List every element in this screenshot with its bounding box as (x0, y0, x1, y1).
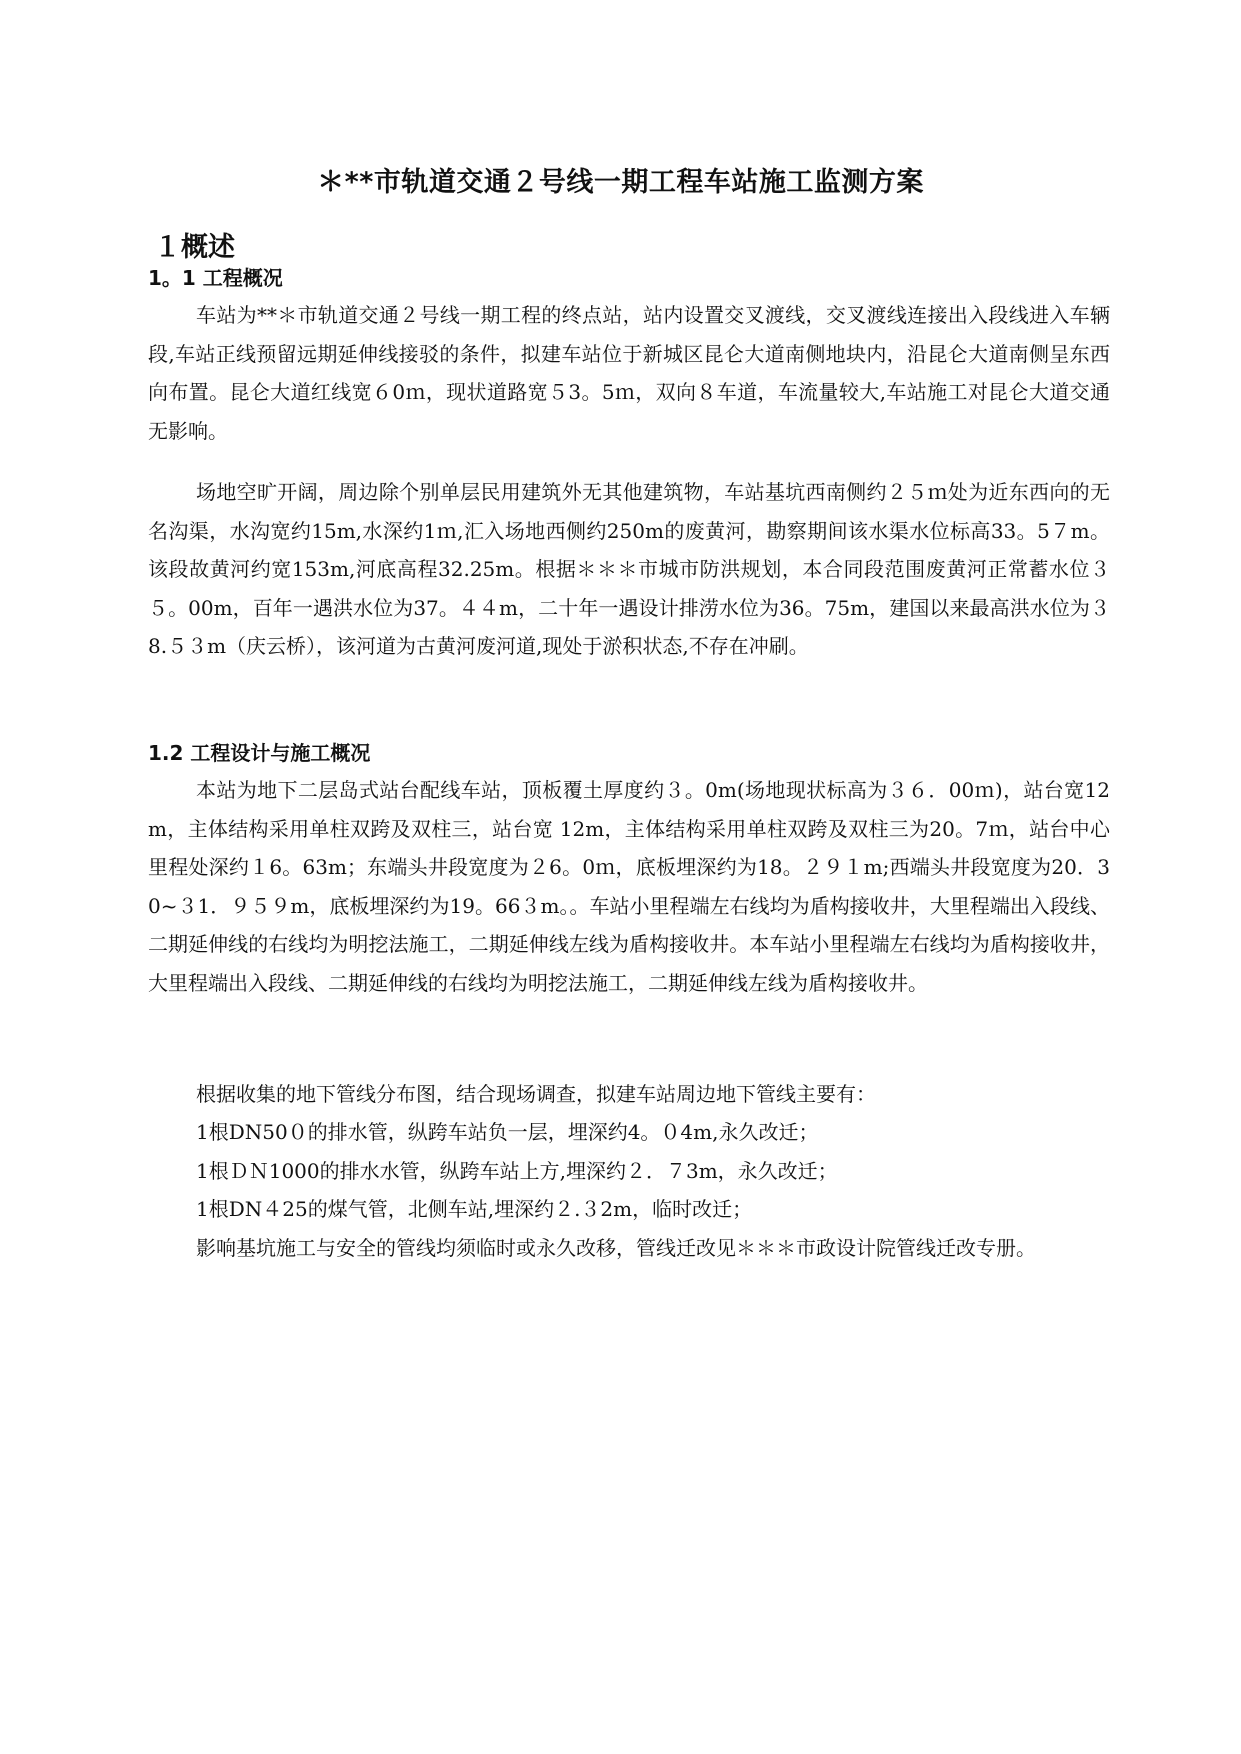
section-heading-1-2: 1.2 工程设计与施工概况 (148, 741, 371, 765)
paragraph-pipeline-2: 1根ＤＮ1000的排水水管，纵跨车站上方,埋深约２．７3m，永久改迁； (196, 1159, 838, 1183)
document-title: ＊**市轨道交通２号线一期工程车站施工监测方案 (317, 167, 924, 198)
paragraph-design-construction: 本站为地下二层岛式站台配线车站，顶板覆土厚度约３。0m(场地现状标高为３６．00ｍ)，站台宽12m，主体结构采用单柱双跨及双柱三，站台宽 12m，主体结构采用单柱双跨及双柱三为20。7ｍ，站台中心里程处深约１6。63m；东端头井段宽度为２6。0ｍ，底板埋深约为18。２９１m;西端头井段宽度为20．30~３1．９５９m，底板埋深约为19。66３m。。车站小里程端左右线均为盾构接收井，大里程端出入段线、二期延伸线的右线均为明挖法施工，二期延伸线左线为盾构接收井。本车站小里程端左右线均为盾构接收井，大里程端出入段线、二期延伸线的右线均为明挖法施工，二期延伸线左线为盾构接收井。 (148, 778, 1110, 995)
section-heading-1: １概述 (154, 232, 235, 263)
paragraph-pipeline-relocation: 影响基坑施工与安全的管线均须临时或永久改移，管线迁改见＊＊＊市政设计院管线迁改专册。 (196, 1236, 1036, 1260)
paragraph-site-conditions: 场地空旷开阔，周边除个别单层民用建筑外无其他建筑物，车站基坑西南侧约２５ｍ处为近东西向的无名沟渠，水沟宽约15m,水深约1ｍ,汇入场地西侧约250m的废黄河，勘察期间该水渠水位标高33。5７m。该段故黄河约宽153m,河底高程32.25m。根据＊＊＊市城市防洪规划，本合同段范围废黄河正常蓄水位３５。00m，百年一遇洪水位为37。４４m，二十年一遇设计排涝水位为36。75m，建国以来最高洪水位为３8.５３m（庆云桥），该河道为古黄河废河道,现处于淤积状态,不存在冲刷。 (148, 480, 1110, 659)
paragraph-pipeline-1: 1根DN50０的排水管，纵跨车站负一层，埋深约4。０4m,永久改迁； (196, 1120, 819, 1144)
paragraph-project-overview: 车站为**＊市轨道交通２号线一期工程的终点站，站内设置交叉渡线，交叉渡线连接出入段线进入车辆段,车站正线预留远期延伸线接驳的条件，拟建车站位于新城区昆仑大道南侧地块内，沿昆仑大道南侧呈东西向布置。昆仑大道红线宽６0ｍ，现状道路宽５3。5ｍ，双向８车道，车流量较大,车站施工对昆仑大道交通无影响。 (148, 303, 1110, 443)
section-heading-1-1: 1。1 工程概况 (148, 266, 283, 290)
paragraph-pipeline-3: 1根DN４25的煤气管，北侧车站,埋深约２.３2m，临时改迁； (196, 1197, 753, 1221)
paragraph-pipeline-intro: 根据收集的地下管线分布图，结合现场调查，拟建车站周边地下管线主要有： (196, 1082, 876, 1106)
